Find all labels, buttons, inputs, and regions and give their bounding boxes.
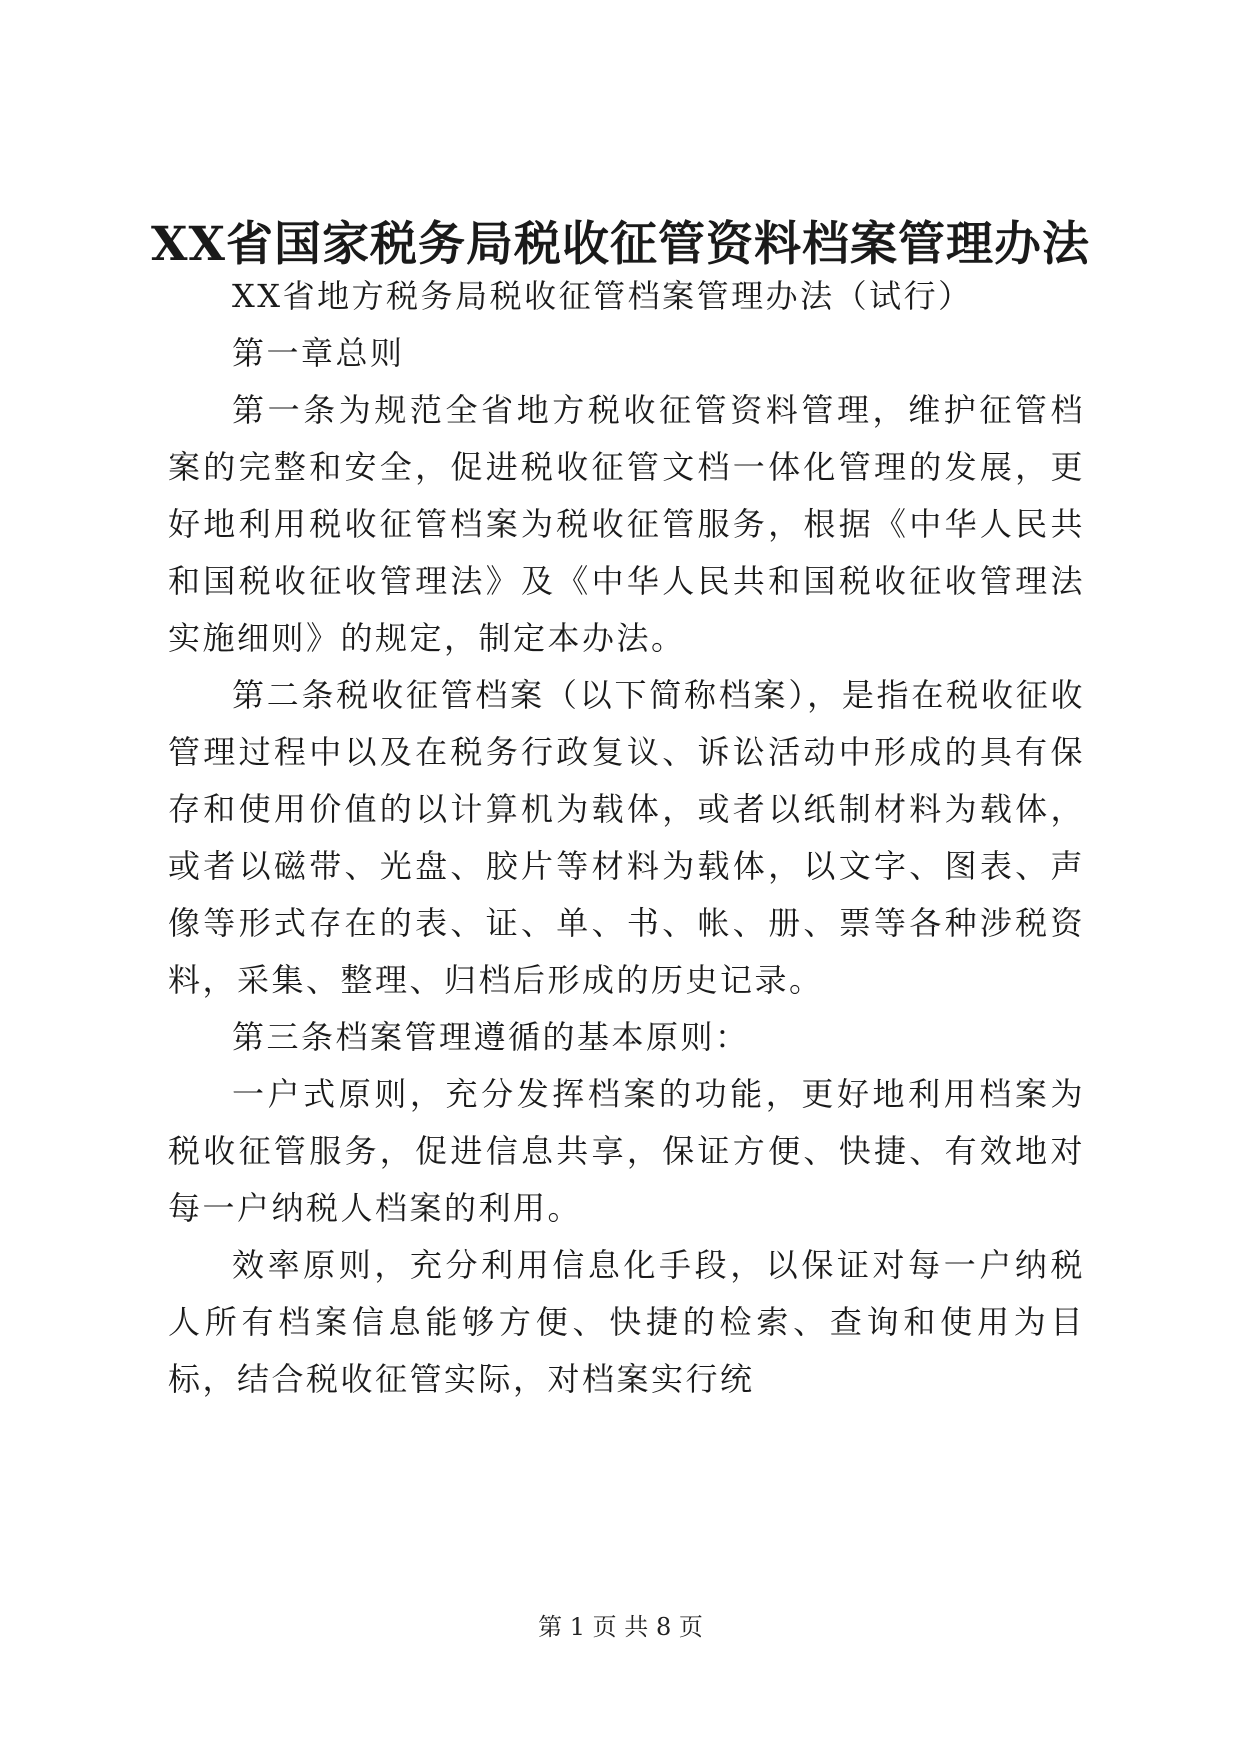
page-number-footer: 第 1 页 共 8 页 — [538, 1613, 703, 1641]
principle-paragraph: 一户式原则，充分发挥档案的功能，更好地利用档案为税收征管服务，促进信息共享，保证方便、快捷、有效地对每一户纳税人档案的利用。 — [168, 1075, 1085, 1227]
document-body — [168, 268, 1085, 1408]
article-2-paragraph: 第二条税收征管档案（以下简称档案），是指在税收征收管理过程中以及在税务行政复议、诉讼活动中形成的具有保存和使用价值的以计算机为载体，或者以纸制材料为载体，或者以磁带、光盘、胶片等材料为载体，以文字、图表、声像等形式存在的表、证、单、书、帐、册、票等各种涉税资料，采集、整理、归档后形成的历史记录。 — [168, 676, 1085, 999]
principle-paragraph: 效率原则，充分利用信息化手段，以保证对每一户纳税人所有档案信息能够方便、快捷的检索、查询和使用为目标，结合税收征管实际，对档案实行统 — [168, 1246, 1085, 1398]
article-3-paragraph: 第三条档案管理遵循的基本原则： — [232, 1018, 750, 1056]
subtitle-paragraph: XX省地方税务局税收征管档案管理办法（试行） — [232, 277, 973, 315]
article-1-paragraph: 第一条为规范全省地方税收征管资料管理，维护征管档案的完整和安全，促进税收征管文档一体化管理的发展，更好地利用税收征管档案为税收征管服务，根据《中华人民共和国税收征收管理法》及《中华人民共和国税收征收管理法实施细则》的规定，制定本办法。 — [168, 391, 1085, 657]
document-title: XX省国家税务局税收征管资料档案管理办法 — [151, 217, 1090, 272]
chapter-heading: 第一章总则 — [232, 334, 405, 372]
